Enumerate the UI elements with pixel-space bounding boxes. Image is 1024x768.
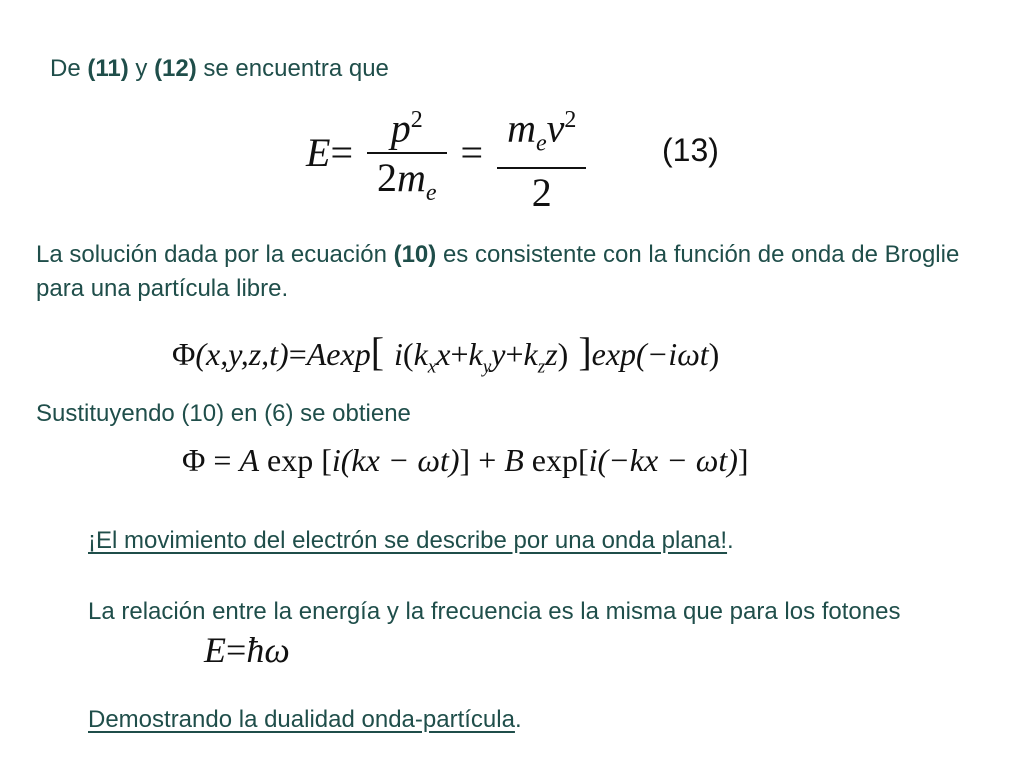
eq13-denominator-1: $2m_e$: [377, 155, 437, 207]
plane-wave-text: ¡El movimiento del electrón se describe por una onda plana!: [88, 527, 728, 554]
equation-13: [306, 98, 590, 215]
duality-statement: [88, 703, 522, 737]
equation-photon-energy: [204, 628, 290, 672]
eq13-lhs: E: [306, 129, 331, 175]
photon-energy-rhs: ħω: [246, 630, 290, 670]
photon-energy-equals: =: [226, 630, 247, 670]
eq13-fraction-1: [367, 98, 447, 215]
eq13-equals-1: =: [330, 129, 353, 175]
substitution-line: Sustituyendo (10) en (6) se obtiene: [36, 400, 411, 427]
duality-text: Demostrando la dualidad onda-partícula: [88, 706, 515, 733]
eq13-fraction-2: [497, 98, 586, 215]
equation-de-broglie: Φ(x,y,z,t)=Aexp[ $i(k_xx+k_yy+k_zz)$ ]exp(−iωt): [172, 329, 720, 378]
phi-symbol-2: Φ: [182, 442, 206, 478]
eq13-numerator-1: $p^2$: [367, 98, 447, 154]
plane-wave-dot: .: [727, 527, 734, 554]
phi-symbol: Φ: [172, 336, 196, 372]
solution-text-c: es consistente con la función de onda de Broglie para una partícula libre.: [36, 241, 960, 302]
ref-12: (12): [154, 55, 197, 82]
intro-text-c: y: [128, 55, 155, 82]
intro-text-e: se encuentra que: [196, 55, 389, 82]
ref-11: (11): [87, 55, 129, 82]
eq13-numerator-2: $m_ev^2$: [497, 98, 586, 169]
eq13-denominator-2: 2: [531, 170, 552, 216]
intro-line: [50, 52, 389, 86]
equation-plane-wave: Φ = A exp [i(kx − ωt)] + B exp[i(−kx − ωt)]: [182, 442, 749, 478]
solution-paragraph: [36, 238, 966, 306]
relation-paragraph: La relación entre la energía y la frecuencia es la misma que para los fotones: [88, 598, 901, 625]
eq13-equals-2: =: [460, 129, 484, 175]
intro-text-a: De: [50, 55, 88, 82]
photon-energy-lhs: E: [204, 630, 226, 670]
solution-text-a: La solución dada por la ecuación: [36, 241, 394, 268]
equation-13-label: (13): [662, 132, 719, 168]
ref-10: (10): [393, 241, 437, 268]
duality-dot: .: [514, 706, 522, 733]
plane-wave-statement: [88, 524, 734, 558]
